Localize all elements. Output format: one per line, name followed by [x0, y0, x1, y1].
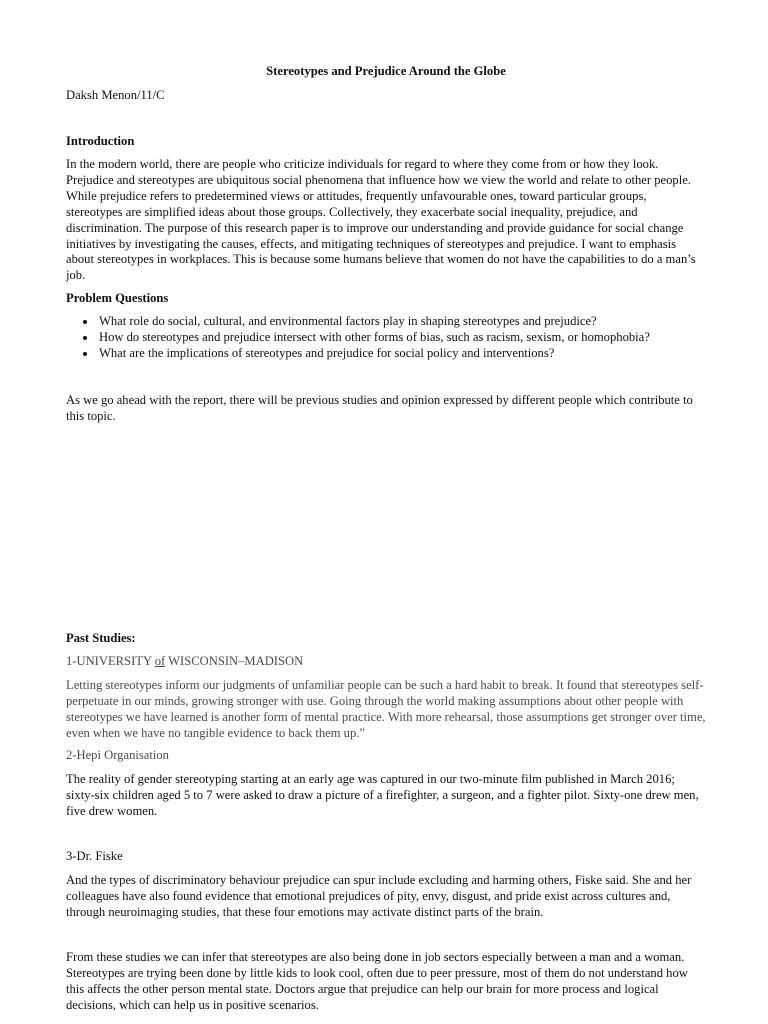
list-item [66, 314, 706, 330]
list-item-text: What are the implications of stereotypes and prejudice for social policy and interventions? [99, 345, 555, 360]
study-1-paragraph: Letting stereotypes inform our judgments of unfamiliar people can be such a hard habit to break. It found that stereotypes self-perpetuate in our minds, growing stronger with use. Going through the world making assumptions about other people with stereotypes we have learned is another form of mental practice. With more rehearsal, those assumptions get stronger over time, even when we have no tangible evidence to back them up.” [66, 678, 706, 740]
study-1-title-suffix: WISCONSIN–MADISON [165, 654, 304, 668]
bullet-icon [83, 336, 87, 340]
document-title: Stereotypes and Prejudice Around the Globe [266, 64, 506, 78]
past-studies-heading: Past Studies: [66, 631, 136, 645]
list-item-text: What role do social, cultural, and environmental factors play in shaping stereotypes and prejudice? [99, 314, 597, 328]
list-item-text: How do stereotypes and prejudice intersect with other forms of bias, such as racism, sexism, or homophobia? [99, 329, 650, 344]
list-item [66, 346, 706, 362]
bullet-icon [83, 352, 87, 356]
report-intro-paragraph: As we go ahead with the report, there will be previous studies and opinion expressed by different people which contribute to this topic. [66, 393, 693, 423]
study-2-title: 2-Hepi Organisation [66, 748, 169, 762]
study-3-paragraph: And the types of discriminatory behaviour prejudice can spur include excluding and harming others, Fiske said. She and her colleagues have also found evidence that emotional prejudices of pity, envy, disgust, and pride exist across cultures and, through neuroimaging studies, that these four emotions may activate distinct parts of the brain. [66, 873, 692, 919]
problem-questions-list [66, 314, 706, 362]
study-1-title-prefix: 1-UNIVERSITY [66, 654, 155, 668]
introduction-paragraph: In the modern world, there are people who criticize individuals for regard to where they come from or how they look. Prejudice and stereotypes are ubiquitous social phenomena that influence how we view the world and relate to other people. While prejudice refers to predetermined views or attitudes, frequently unfavourable ones, toward particular groups, stereotypes are simplified ideas about those groups. Collectively, they exacerbate social inequality, prejudice, and discrimination. The purpose of this research paper is to improve our understanding and provide guidance for social change initiatives by investigating the causes, effects, and mitigating techniques of stereotypes and prejudice. I want to emphasis about stereotypes in workplaces. This is because some humans believe that women do not have the capabilities to do a man’s job. [66, 157, 696, 283]
problem-questions-heading: Problem Questions [66, 291, 169, 305]
list-item [66, 330, 706, 346]
study-3-title: 3-Dr. Fiske [66, 849, 123, 863]
study-1-title-of: of [154, 654, 166, 668]
conclusion-paragraph: From these studies we can infer that stereotypes are also being done in job sectors especially between a man and a woman. Stereotypes are trying been done by little kids to look cool, often due to peer pressure, most of them do not understand how this affects the other person mental state. Doctors argue that prejudice can help our brain for more process and logical decisions, which can help us in positive scenarios. [66, 950, 688, 1012]
study-1-title [66, 654, 706, 670]
introduction-heading: Introduction [66, 134, 135, 148]
study-2-paragraph: The reality of gender stereotyping starting at an early age was captured in our two-minute film published in March 2016; sixty-six children aged 5 to 7 were asked to draw a picture of a firefighter, a surgeon, and a fighter pilot. Sixty-one drew men, five drew women. [66, 772, 699, 818]
bullet-icon [83, 320, 87, 324]
author-line: Daksh Menon/11/C [66, 88, 165, 102]
